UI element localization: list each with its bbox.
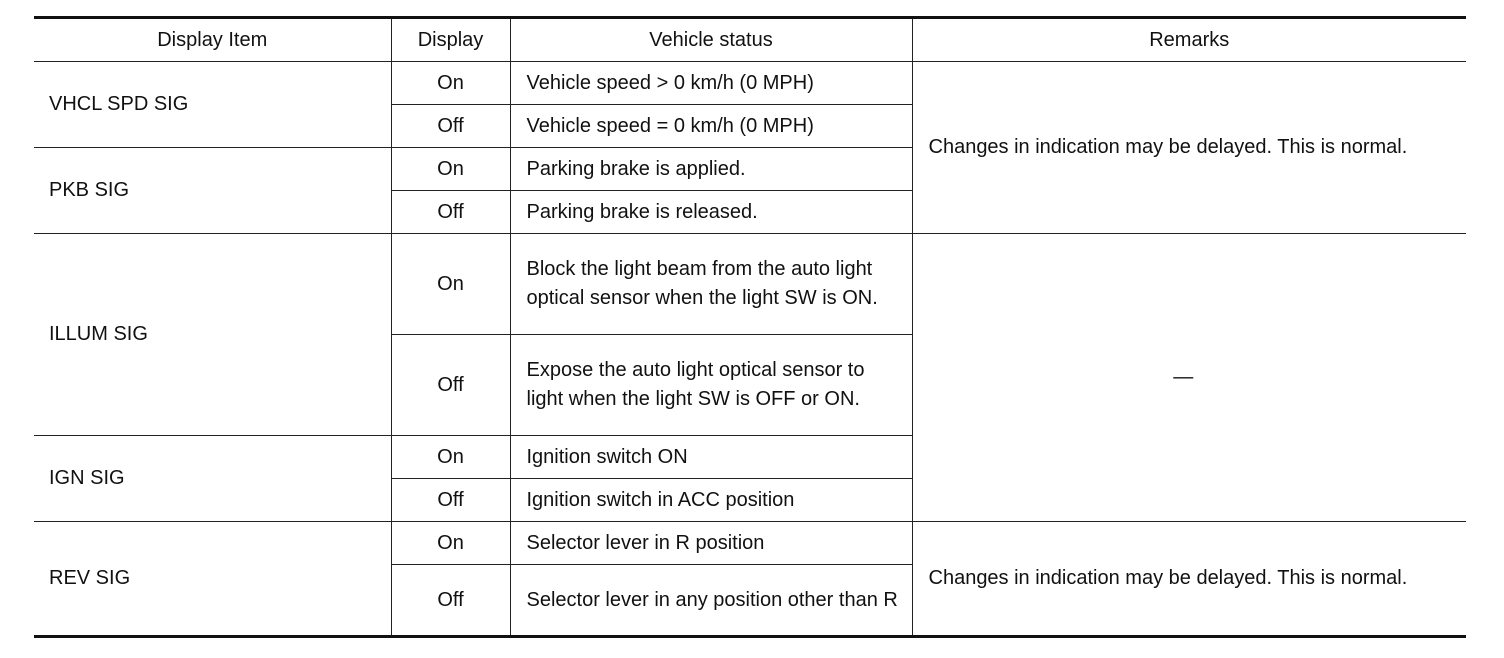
vehicle-status-cell: Selector lever in any position other than R: [510, 565, 912, 637]
remarks-cell: Changes in indication may be delayed. This is normal.: [912, 62, 1466, 234]
display-item-cell: VHCL SPD SIG: [34, 62, 391, 148]
vehicle-status-cell: Selector lever in R position: [510, 522, 912, 565]
display-cell: Off: [391, 191, 510, 234]
table-row: [34, 522, 1466, 565]
table-body: [34, 62, 1466, 637]
vehicle-status-cell: Parking brake is applied.: [510, 148, 912, 191]
header-remarks: Remarks: [912, 18, 1466, 62]
header-vehicle-status: Vehicle status: [510, 18, 912, 62]
table-header: [34, 18, 1466, 62]
vehicle-status-cell: Ignition switch ON: [510, 436, 912, 479]
display-cell: On: [391, 234, 510, 335]
vehicle-status-cell: Parking brake is released.: [510, 191, 912, 234]
display-item-cell: PKB SIG: [34, 148, 391, 234]
vehicle-status-cell: Vehicle speed > 0 km/h (0 MPH): [510, 62, 912, 105]
vehicle-status-cell: Block the light beam from the auto light optical sensor when the light SW is ON.: [510, 234, 912, 335]
remarks-cell: Changes in indication may be delayed. This is normal.: [912, 522, 1466, 637]
display-cell: Off: [391, 105, 510, 148]
display-cell: Off: [391, 479, 510, 522]
vehicle-status-cell: Ignition switch in ACC position: [510, 479, 912, 522]
display-item-cell: REV SIG: [34, 522, 391, 637]
display-cell: On: [391, 436, 510, 479]
display-cell: On: [391, 522, 510, 565]
signal-reference-table: [34, 16, 1466, 638]
table-row: [34, 234, 1466, 335]
display-cell: On: [391, 62, 510, 105]
table-row: [34, 62, 1466, 105]
display-cell: On: [391, 148, 510, 191]
vehicle-status-cell: Expose the auto light optical sensor to light when the light SW is OFF or ON.: [510, 335, 912, 436]
display-cell: Off: [391, 335, 510, 436]
header-row: [34, 18, 1466, 62]
header-display: Display: [391, 18, 510, 62]
display-item-cell: IGN SIG: [34, 436, 391, 522]
vehicle-status-cell: Vehicle speed = 0 km/h (0 MPH): [510, 105, 912, 148]
remarks-cell: —: [912, 234, 1466, 522]
display-cell: Off: [391, 565, 510, 637]
display-item-cell: ILLUM SIG: [34, 234, 391, 436]
header-display-item: Display Item: [34, 18, 391, 62]
